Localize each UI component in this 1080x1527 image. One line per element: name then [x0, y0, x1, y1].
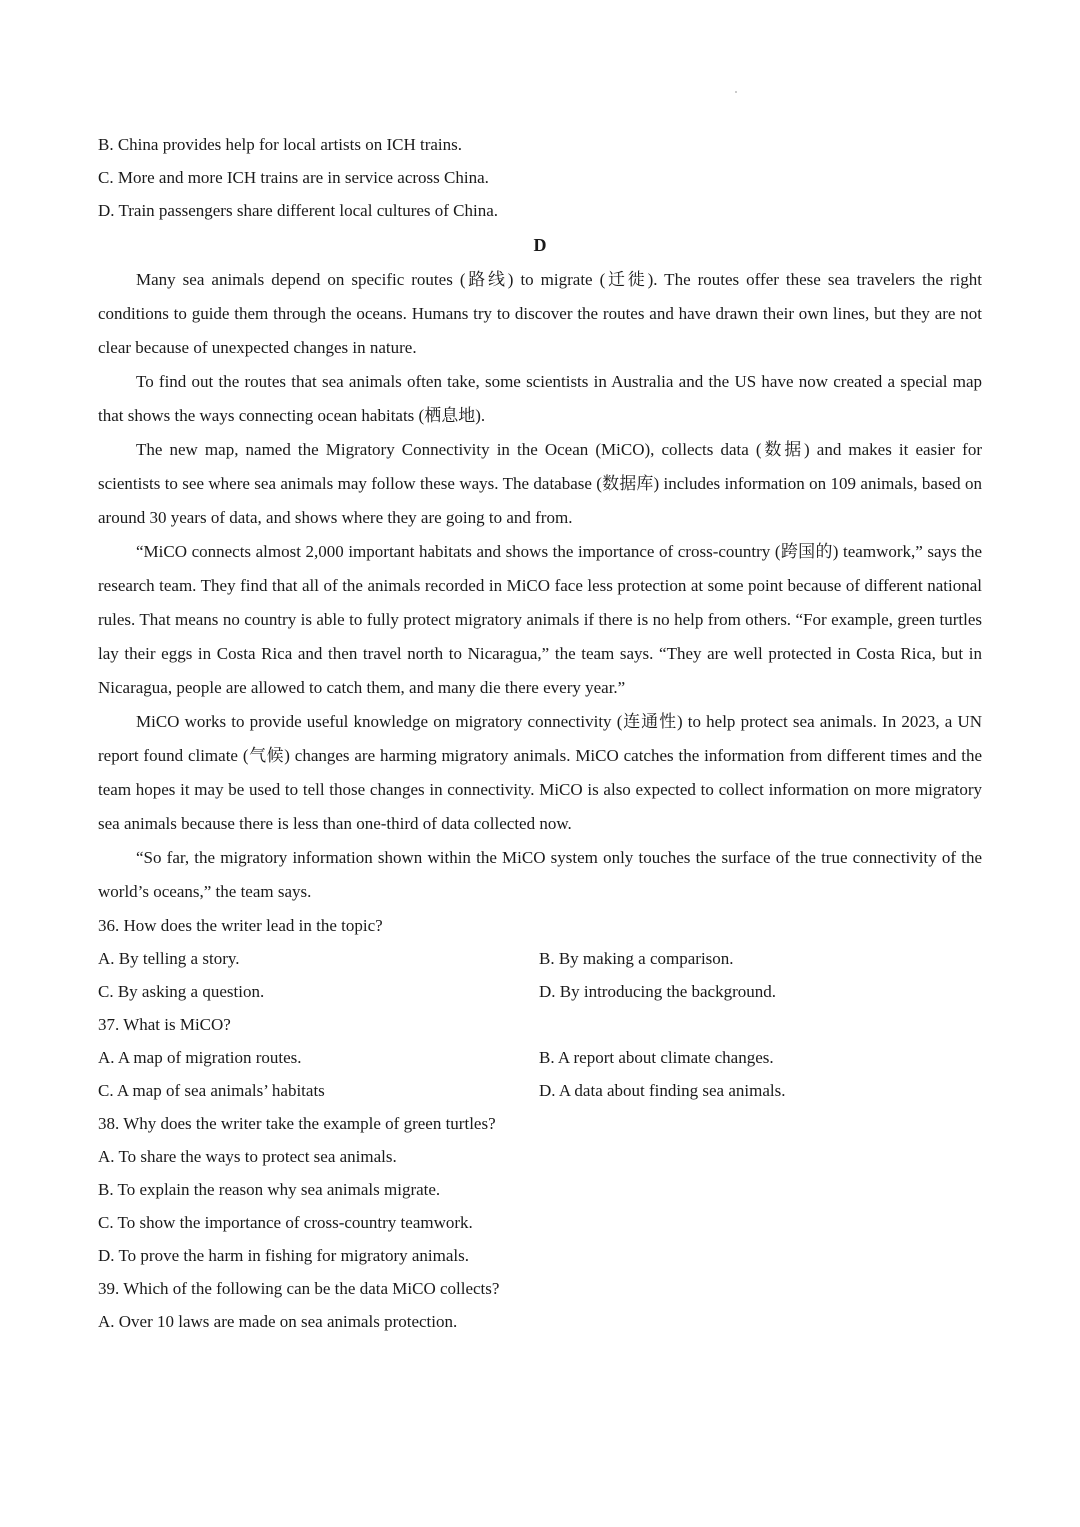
paragraph-4: “MiCO connects almost 2,000 important habitats and shows the importance of cross-country (跨国的) teamwork,” says the research team. They find that all of the animals recorded in MiCO face less protection at some point because of different national rules. That means no country is able to fully protect migratory animals if there is no help from others. “For example, green turtles lay their eggs in Costa Rica and then travel north to Nicaragua,” the team says. “They are well protected in Costa Rica, but in Nicaragua, people are allowed to catch them, and many die there every year.”	[98, 542, 982, 697]
option-b[interactable]: B. A report about climate changes.	[539, 1048, 774, 1067]
option-d[interactable]: D. By introducing the background.	[539, 982, 777, 1001]
question-stem: 39. Which of the following can be the data MiCO collects?	[98, 1279, 500, 1298]
section-title: D	[533, 235, 547, 255]
option-b[interactable]: B. To explain the reason why sea animals migrate.	[98, 1180, 441, 1199]
exam-page	[98, 128, 982, 1338]
option-c[interactable]: C. By asking a question.	[98, 982, 265, 1001]
options-row	[98, 1074, 982, 1107]
question-37	[98, 1008, 982, 1107]
options-row	[98, 1041, 982, 1074]
option-a[interactable]: A. A map of migration routes.	[98, 1048, 302, 1067]
paragraph-1: Many sea animals depend on specific routes (路线) to migrate (迁徙). The routes offer these sea travelers the right conditions to guide them through the oceans. Humans try to discover the routes and have drawn their own lines, but they are not clear because of unexpected changes in nature.	[98, 270, 982, 357]
option-a[interactable]: A. Over 10 laws are made on sea animals protection.	[98, 1312, 458, 1331]
option-d[interactable]: D. A data about finding sea animals.	[539, 1081, 786, 1100]
paragraph-6: “So far, the migratory information shown within the MiCO system only touches the surface of the true connectivity of the world’s oceans,” the team says.	[98, 848, 982, 901]
paragraph-5: MiCO works to provide useful knowledge on migratory connectivity (连通性) to help protect sea animals. In 2023, a UN report found climate (气候) changes are harming migratory animals. MiCO catches the information from different times and the team hopes it may be used to tell those changes in connectivity. MiCO is also expected to collect information on more migratory sea animals because there is less than one-third of data collected now.	[98, 712, 982, 833]
question-36	[98, 909, 982, 1008]
option-c[interactable]: C. To show the importance of cross-country teamwork.	[98, 1213, 473, 1232]
option-c[interactable]: C. A map of sea animals’ habitats	[98, 1081, 325, 1100]
option-a[interactable]: A. To share the ways to protect sea animals.	[98, 1147, 397, 1166]
paragraph-2: To find out the routes that sea animals often take, some scientists in Australia and the US have now created a special map that shows the ways connecting ocean habitats (栖息地).	[98, 372, 982, 425]
prev-option-b: B. China provides help for local artists on ICH trains.	[98, 135, 463, 154]
option-a[interactable]: A. By telling a story.	[98, 949, 240, 968]
paragraph-3: The new map, named the Migratory Connectivity in the Ocean (MiCO), collects data (数据) and makes it easier for scientists to see where sea animals may follow these ways. The database (数据库) includes information on 109 animals, based on around 30 years of data, and shows where they are going to and from.	[98, 440, 982, 527]
question-38	[98, 1107, 982, 1272]
option-b[interactable]: B. By making a comparison.	[539, 949, 734, 968]
question-39	[98, 1272, 982, 1338]
scan-dot	[735, 91, 737, 93]
option-d[interactable]: D. To prove the harm in fishing for migratory animals.	[98, 1246, 470, 1265]
prev-option-d: D. Train passengers share different local cultures of China.	[98, 201, 499, 220]
prev-option-c: C. More and more ICH trains are in service across China.	[98, 168, 489, 187]
options-row	[98, 942, 982, 975]
options-row	[98, 975, 982, 1008]
question-stem: 36. How does the writer lead in the topic?	[98, 916, 383, 935]
question-stem: 37. What is MiCO?	[98, 1015, 231, 1034]
question-stem: 38. Why does the writer take the example of green turtles?	[98, 1114, 496, 1133]
